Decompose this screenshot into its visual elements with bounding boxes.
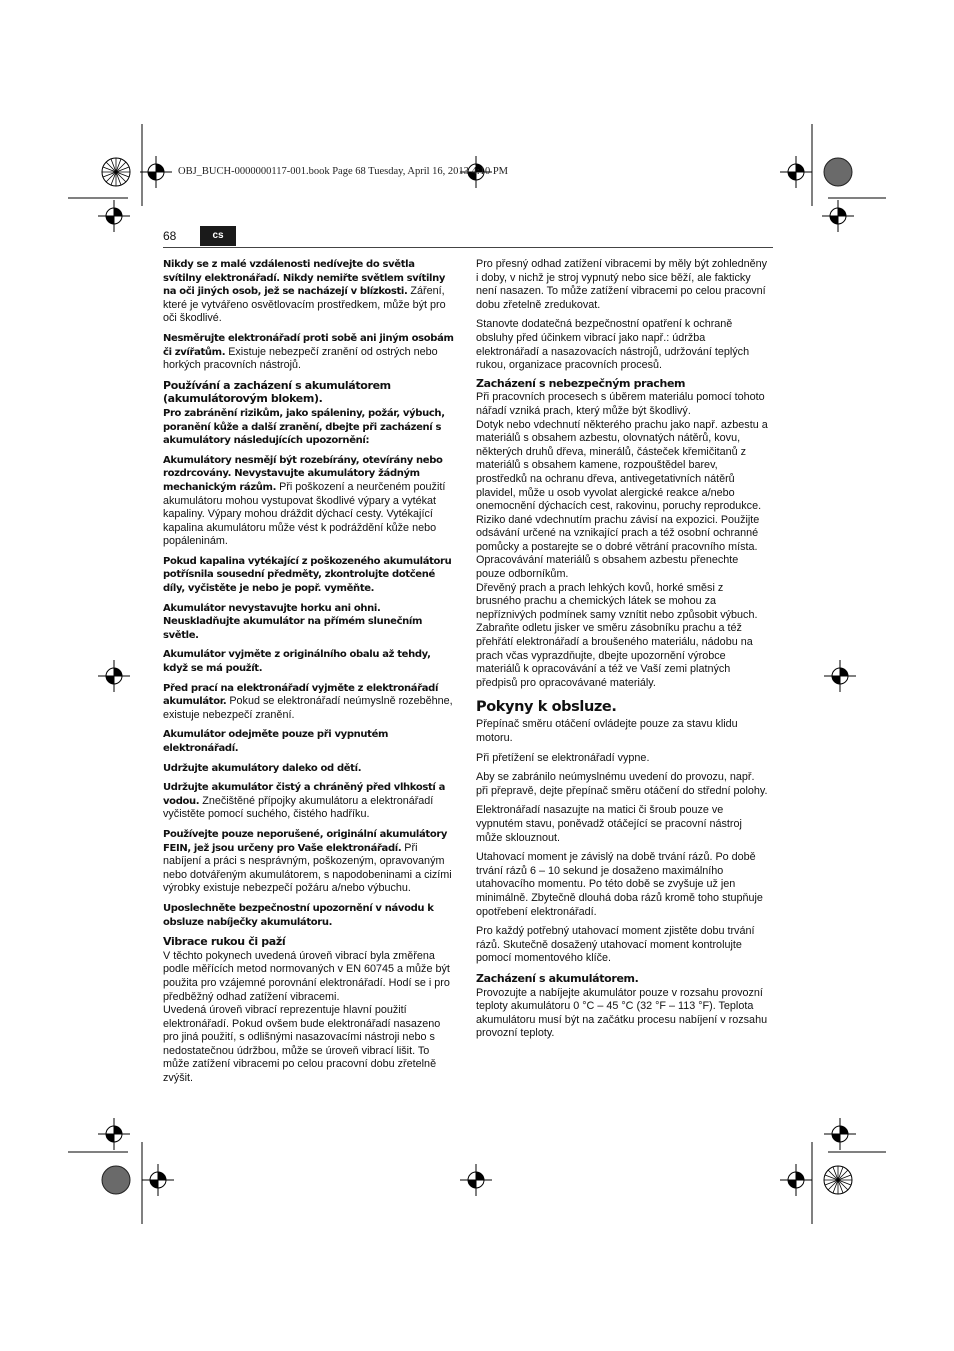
paragraph-switch-off: Akumulátor odejměte pouze při vypnutém elektronářadí. bbox=[163, 729, 389, 754]
paragraph-dust-3: Opracovávání materiálů s obsahem azbestu přenechte pouze odborníkům. bbox=[476, 554, 739, 581]
paragraph-dust-1: Při pracovních procesech s úběrem materiálu pomocí tohoto nářadí vzniká prach, který může být škodlivý. bbox=[476, 391, 765, 417]
paragraph-operation-5: Utahovací moment je závislý na době trvání rázů. Po době trvání rázů 6 – 10 sekund je dosaženo maximálního utahovacího momentu. Po této době se zvyšuje už jen minimálně. Zbytečně dlouhá doba rázů kromě toho stupňuje opotřebení elektronářadí. bbox=[476, 851, 763, 918]
language-badge: cs bbox=[200, 226, 236, 246]
paragraph-vibration-2: Uvedená úroveň vibrací reprezentuje hlavní použití elektronářadí. Pokud ovšem bude elektronářadí nasazeno pro jiná použití, s odlišnými nasazovacími nástroji nebo s nedostatečnou údržbou, může se úroveň vibrací lišit. To může zatížení vibracemi po celou pracovní dobu zřetelně zvýšit. bbox=[163, 1004, 441, 1085]
right-column bbox=[476, 258, 768, 1047]
paragraph-direction: Nesměrujte elektronářadí proti sobě ani jiným osobám či zvířatům. Existuje nebezpečí zranění od ostrých nebo horkých pracovních nástrojů. bbox=[163, 332, 454, 372]
paragraph-operation-3: Aby se zabránilo neúmyslnému uvedení do provozu, např. při přepravě, dejte přepínač směru otáčení do střední polohy. bbox=[476, 771, 768, 797]
heading-operation: Pokyny k obsluze. bbox=[476, 699, 617, 716]
paragraph-leak: Pokud kapalina vytékající z poškozeného akumulátoru potřísnila sousední předměty, zkontrolujte dotčené díly, vyčistěte je nebo je popř. vyměňte. bbox=[163, 555, 452, 595]
paragraph-original-batteries: Používejte pouze neporušené, originální akumulátory FEIN, jež jsou určeny pro Vaše elektronářadí. Při nabíjení a práci s nesprávným, poškozeným, opravovaným nebo dotvářeným akumulátorem, s napodobeninami a cizími výrobky existuje nebezpečí požáru a/nebo výbuchu. bbox=[163, 828, 452, 895]
paragraph-vibration-4: Stanovte dodatečná bezpečnostní opatření k ochraně obsluhy před účinkem vibrací jako např.: údržba elektronářadí a nasazovacích nástrojů, udržování teplých rukou, organizace pracovních procesů. bbox=[476, 318, 750, 372]
heading-dust: Zacházení s nebezpečným prachem bbox=[476, 376, 686, 390]
heading-battery-use: Používání a zacházení s akumulátorem (akumulátorovým blokem). bbox=[163, 378, 391, 406]
paragraph-vibration-3: Pro přesný odhad zatížení vibracemi by měly být zohledněny i doby, v nichž je stroj vypnutý nebo sice běží, ale fakticky není nasazen. To může zatížení vibracemi po celou pracovní dobu zřetelně zredukovat. bbox=[476, 258, 768, 311]
header-rule bbox=[163, 247, 773, 248]
paragraph-clean-dry: Udržujte akumulátor čistý a chráněný před vlhkostí a vodou. Znečištěné přípojky akumulátoru a elektronářadí vyčistěte pomocí suchého, čistého hadříku. bbox=[163, 782, 446, 821]
paragraph-heat: Akumulátor nevystavujte horku ani ohni. Neuskladňujte akumulátor na přímém slunečním světle. bbox=[163, 602, 423, 641]
paragraph-dust-2: Dotyk nebo vdechnutí některého prachu jako např. azbestu a materiálů s obsahem azbestu, olovnatých nátěrů, kovu, některých druhů dřeva, minerálů, částeček křemičitanů z materiálů s obsahem kamene, rozpouštědel barev, prostředků na ochranu dřeva, antivegetativních nátěrů plavidel, může u osob vyvolat alergické reakce a/nebo onemocnění dýchacích cest, rakovinu, poruchy reprodukce. Riziko dané vdechnutím prachu závisí na expozici. Použijte odsávání určené na vznikající prach a též osobní ochranné pomůcky a postarejte se o dobré větrání pracovního místa. bbox=[476, 418, 768, 553]
paragraph-packaging: Akumulátor vyjměte z originálního obalu až tehdy, když se má použít. bbox=[163, 649, 431, 675]
paragraph-operation-4: Elektronářadí nasazujte na matici či šroub pouze ve vypnutém stavu, poněvadž otáčející se pracovní nástroj může sklouznout. bbox=[476, 804, 742, 844]
heading-accu-handling: Zacházení s akumulátorem. bbox=[476, 971, 639, 985]
paragraph-no-disassembly: Akumulátory nesmějí být rozebírány, otevírány nebo rozdrcovány. Nevystavujte akumulátory žádným mechanickým rázům. Při poškození a neurčeném použití akumulátoru mohou vystupovat škodlivé výpary a vytékat kapaliny. Výpary mohou dráždit dýchací cesty. Vytékající kapalina akumulátoru může vést k podráždění kůže nebo popáleninám. bbox=[163, 454, 446, 548]
paragraph-accu-temperature: Provozujte a nabíjejte akumulátor pouze v rozsahu provozní teploty akumulátoru 0 °C – 45 °C (32 °F – 113 °F). Teplota akumulátoru musí být na začátku procesu nabíjení v rozsahu provozní teploty. bbox=[476, 986, 768, 1040]
print-job-header: OBJ_BUCH-0000000117-001.book Page 68 Tuesday, April 16, 2013 4:10 PM bbox=[178, 166, 508, 177]
paragraph-battery-risks: Pro zabránění rizikům, jako spáleniny, požár, výbuch, poranění kůže a další zranění, dbejte při zacházení s akumulátory následujících upozornění: bbox=[163, 407, 445, 447]
page-number: 68 bbox=[163, 229, 177, 243]
paragraph-dust-4: Dřevěný prach a prach lehkých kovů, horké směsi z brusného prachu a chemických látek se mohou za nepříznivých podmínek samy vznítit nebo způsobit výbuch. Zabraňte odletu jisker ve směru zásobníku prachu a též přehřátí elektronářadí a broušeného materiálu, nádobu na prach včas vyprazdňujte, dbejte upozornění výrobce materiálů k opracovávání a též ve Vaší zemi platných předpisů pro opracovávané materiály. bbox=[476, 581, 758, 689]
paragraph-children: Udržujte akumulátory daleko od dětí. bbox=[163, 762, 362, 774]
paragraph-vibration-1: V těchto pokynech uvedená úroveň vibrací byla změřena podle měřících metod normovaných v EN 60745 a může být použita pro vzájemné porovnání elektronářadí. Hodí se i pro předběžný odhad zatížení vibracemi. bbox=[163, 949, 450, 1003]
paragraph-operation-6: Pro každý potřebný utahovací moment zjistěte dobu trvání rázů. Skutečně dosažený utahovací moment kontrolujte pomocí momentového klíče. bbox=[476, 925, 755, 965]
paragraph-operation-2: Při přetížení se elektronářadí vypne. bbox=[476, 751, 650, 764]
heading-vibration: Vibrace rukou či paží bbox=[163, 935, 286, 949]
paragraph-operation-1: Přepínač směru otáčení ovládejte pouze za stavu klidu motoru. bbox=[476, 718, 738, 744]
paragraph-charger-manual: Uposlechněte bezpečnostní upozornění v návodu k obsluze nabíječky akumulátoru. bbox=[163, 902, 434, 928]
paragraph-remove-battery: Před prací na elektronářadí vyjměte z elektronářadí akumulátor. Pokud se elektronářadí neúmyslně rozeběhne, existuje nebezpečí zranění. bbox=[163, 682, 453, 721]
left-column bbox=[163, 258, 455, 1092]
paragraph-flashlight: Nikdy se z malé vzdálenosti nedívejte do světla svítilny elektronářadí. Nikdy nemiřte světlem svítilny na oči jiných osob, jež se nacházejí v blízkosti. Záření, které je vytvářeno osvětlovacím prostředkem, může být pro oči škodlivé. bbox=[163, 259, 446, 325]
